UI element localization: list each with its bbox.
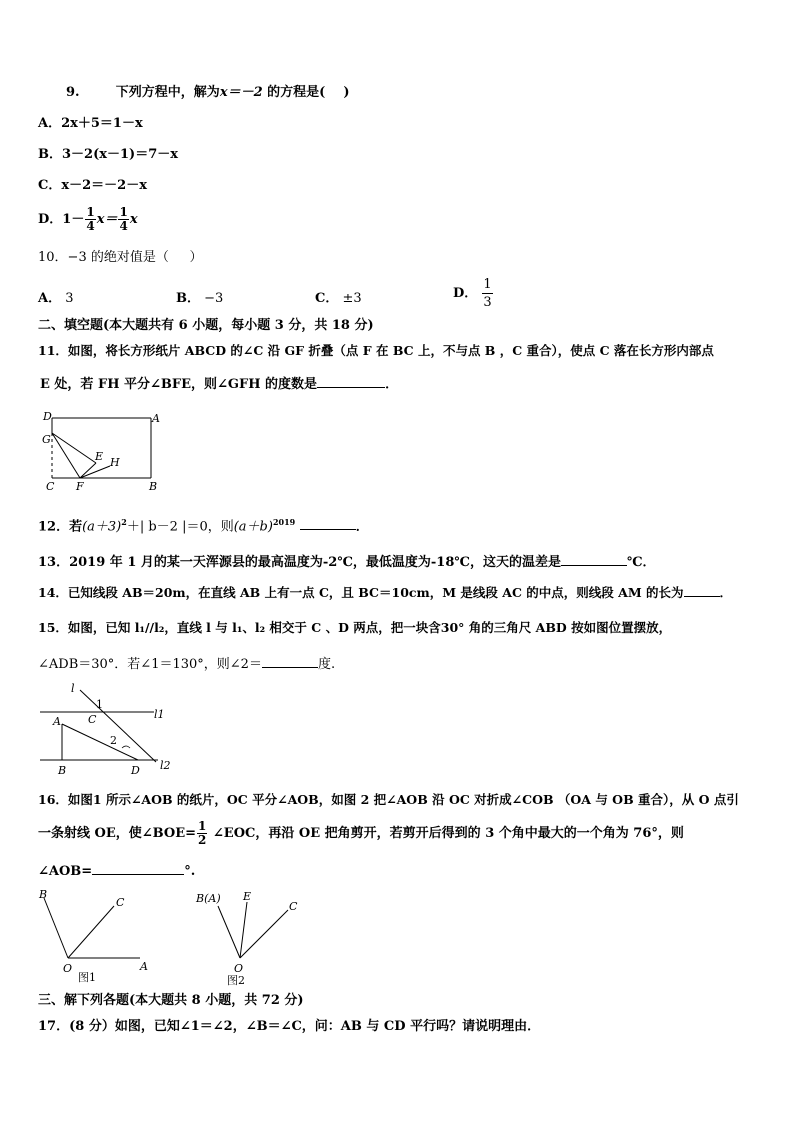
triangle-ad: [62, 724, 138, 760]
label-c: C: [289, 900, 298, 913]
label-b: B: [58, 764, 67, 777]
q9-option-b: B．3－2(x－1)＝7－x: [38, 147, 178, 162]
q11-figure: [38, 408, 168, 498]
label-e: E: [243, 890, 252, 903]
ray-oe: [240, 902, 247, 958]
line-l: [80, 690, 156, 762]
section-heading-solve: 三、解下列各题(本大题共 8 小题，共 72 分): [38, 993, 304, 1008]
q17: 17．(8 分）如图，已知∠1＝∠2，∠B＝∠C，问：AB 与 CD 平行吗？请说明理由．: [38, 1019, 541, 1034]
label-a: A: [152, 412, 160, 425]
q10-option-a: A． 3: [38, 291, 74, 306]
q14: 14．已知线段 AB＝20m，在直线 AB 上有一点 C，且 BC＝10cm，M 是线段 AC 的中点，则线段 AM 的长为 ．: [38, 585, 733, 600]
ray-oc: [240, 910, 288, 958]
q16-line2: 一条射线 OE，使∠BOE= $\frac{1}{2}$ ∠EOC，再沿 OE 把角剪开，若剪开后得到的 3 个角中最大的一个角为 76°，则: [38, 819, 684, 847]
q11-line2: E 处，若 FH 平分∠BFE，则∠GFH 的度数是 ．: [40, 377, 399, 392]
label-o: O: [63, 962, 73, 975]
label-a: A: [140, 960, 148, 973]
ray-ob: [218, 906, 240, 958]
label-l: l: [71, 682, 75, 695]
label-o: O: [234, 962, 244, 975]
label-d: D: [131, 764, 140, 777]
label-e: E: [95, 450, 104, 463]
q15-line1: 15．如图，已知 l₁//l₂，直线 l 与 l₁、l₂ 相交于 C 、D 两点，把一块含30° 角的三角尺 ABD 按如图位置摆放，: [38, 620, 672, 635]
q13: 13．2019 年 1 月的某一天浑源县的最高温度为-2℃，最低温度为-18℃，这天的温差是 ℃．: [38, 555, 656, 570]
label-l1: l1: [154, 708, 165, 721]
label-h: H: [110, 456, 120, 469]
label-c: C: [116, 896, 125, 909]
q9-option-c: C．x－2＝－2－x: [38, 178, 147, 193]
segment-fh: [80, 466, 110, 478]
q10-option-c: C． ±3: [315, 291, 362, 306]
q16-line1: 16．如图1 所示∠AOB 的纸片，OC 平分∠AOB，如图 2 把∠AOB 沿 OC 对折成∠COB （OA 与 OB 重合），从 O 点引: [38, 792, 739, 807]
label-c: C: [46, 480, 55, 493]
label-b: B: [39, 888, 48, 901]
q11-line1: 11．如图，将长方形纸片 ABCD 的∠C 沿 GF 折叠（点 F 在 BC 上，不与点 B ，C 重合），使点 C 落在长方形内部点: [38, 343, 714, 358]
label-b: B: [149, 480, 158, 493]
ray-oc: [68, 906, 114, 958]
q15-line2: ∠ADB＝30°．若∠1＝130°，则∠2＝ 度.: [38, 657, 336, 672]
q12: 12．若$(a+3)^2+|$ b－2 |＝0，则$(a+b)^{2019}$ ．: [38, 517, 369, 535]
segment-fe: [80, 463, 96, 478]
q9-option-a: A．2x＋5＝1－x: [38, 116, 143, 131]
q10-option-d: D． $\frac{1}{3}$: [453, 277, 492, 310]
fraction: $\frac{1}{4}$: [86, 205, 95, 233]
label-g: G: [42, 433, 51, 446]
fold-line-gf: [52, 433, 80, 478]
label-angle-2: 2: [110, 734, 117, 747]
ray-ob: [44, 898, 68, 958]
label-b-a: B(A): [196, 892, 221, 905]
label-d: D: [43, 410, 52, 423]
q16-line3: ∠AOB= °.: [38, 864, 196, 879]
segment-ge: [52, 433, 96, 463]
label-c: C: [88, 713, 97, 726]
fraction: $\frac{1}{4}$: [119, 205, 128, 233]
figure1-caption: 图1: [78, 971, 96, 984]
label-a: A: [53, 715, 61, 728]
label-f: F: [76, 480, 84, 493]
q16-figure1: [36, 884, 156, 984]
q9-stem: 9. 下列方程中，解为x＝－2 的方程是( ): [66, 85, 350, 100]
section-heading-fill-in: 二、填空题(本大题共有 6 小题，每小题 3 分，共 18 分): [38, 318, 374, 333]
label-angle-1: 1: [96, 698, 103, 711]
figure2-caption: 图2: [227, 974, 245, 987]
label-l2: l2: [160, 759, 171, 772]
q16-figure2: [192, 884, 312, 989]
q15-figure: [38, 680, 178, 780]
q9-option-d: D．1－ $\frac{1}{4}$ x＝ $\frac{1}{4}$ x: [38, 205, 138, 233]
q10-stem: 10．−3 的绝对值是（ ）: [38, 250, 203, 265]
q10-option-b: B． −3: [176, 291, 224, 306]
